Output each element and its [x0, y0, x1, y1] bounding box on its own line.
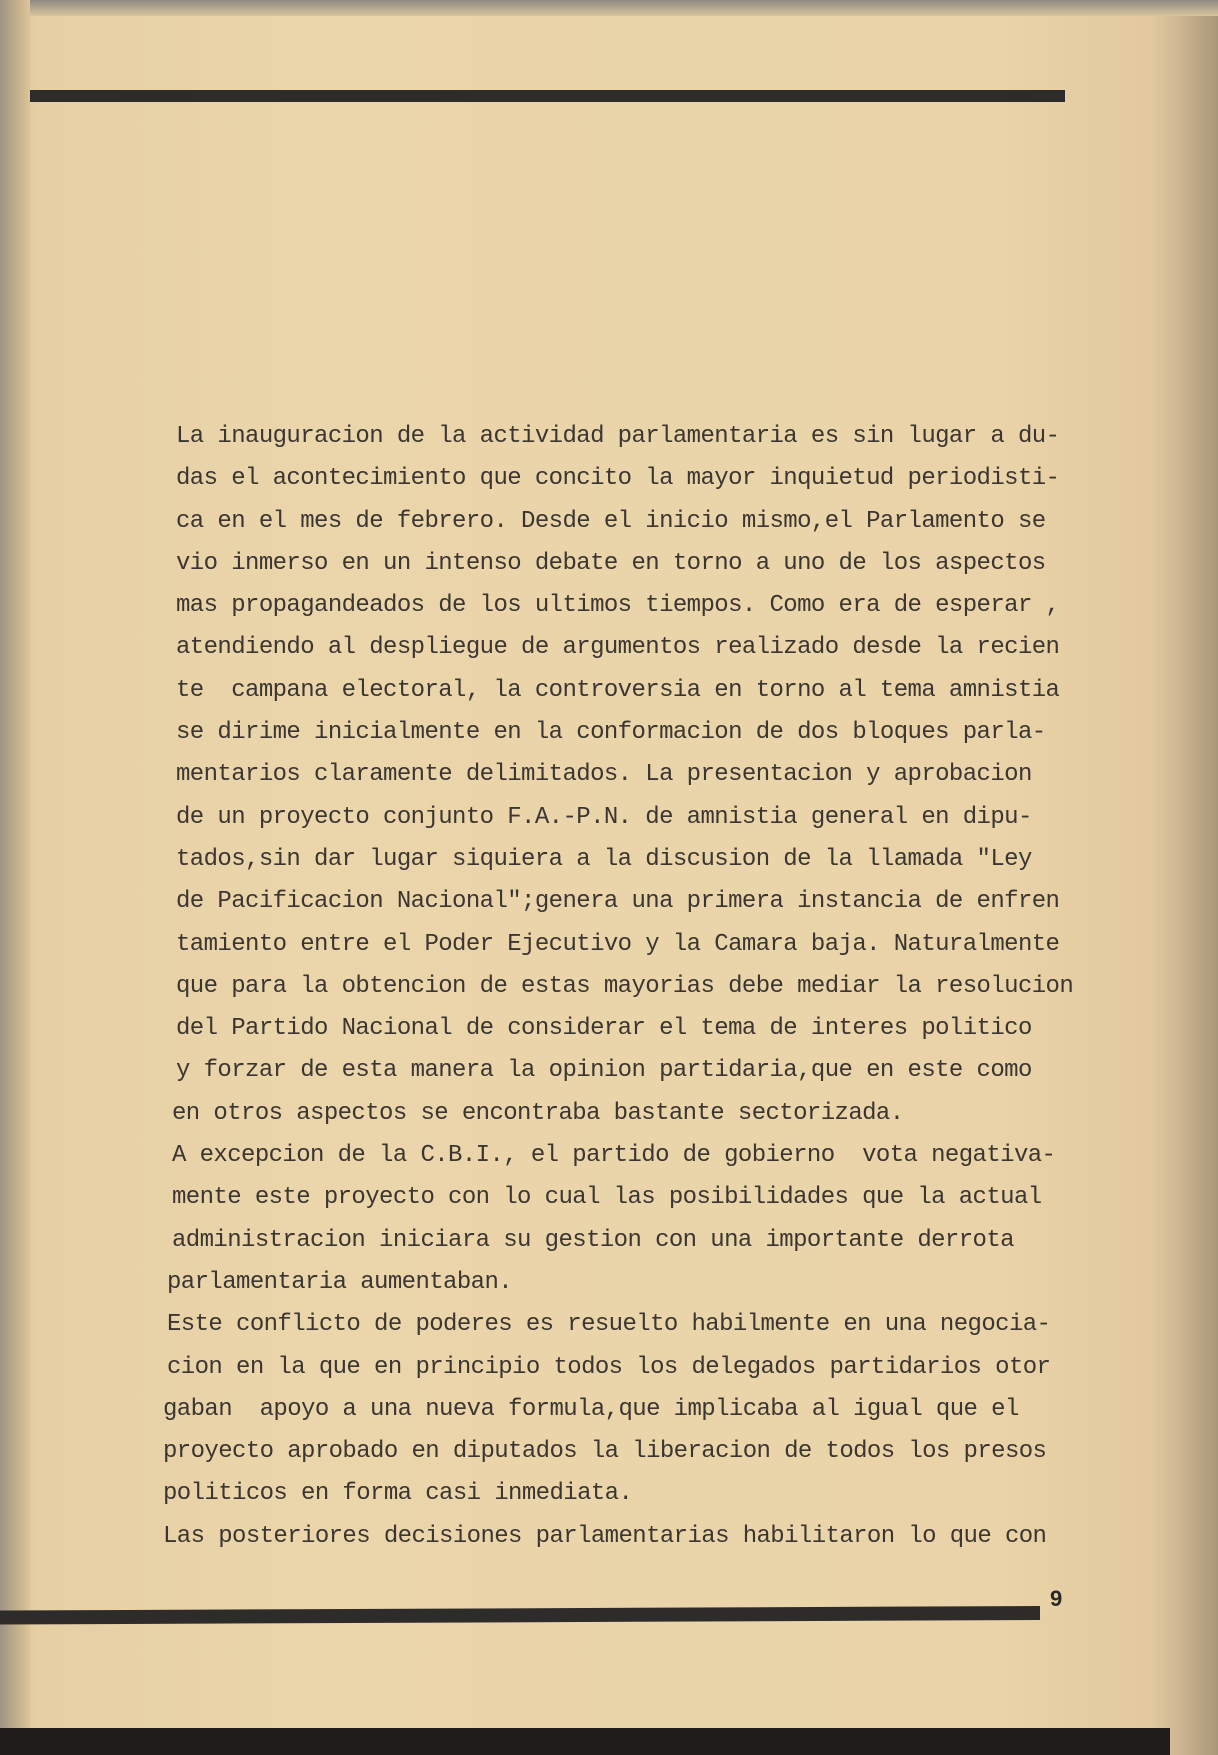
- text-line: vio inmerso en un intenso debate en torno a uno de los aspectos: [176, 549, 1046, 577]
- text-line: del Partido Nacional de considerar el tema de interes politico: [176, 1015, 1032, 1043]
- text-line: Las posteriores decisiones parlamentarias habilitaron lo que con: [163, 1522, 1047, 1550]
- text-line: de un proyecto conjunto F.A.-P.N. de amnistia general en dipu-: [176, 803, 1032, 831]
- text-line: parlamentaria aumentaban.: [167, 1268, 513, 1296]
- header-rule: [30, 90, 1065, 102]
- text-line: ca en el mes de febrero. Desde el inicio mismo,el Parlamento se: [176, 507, 1046, 535]
- text-line: mas propagandeados de los ultimos tiempos. Como era de esperar ,: [176, 592, 1060, 620]
- text-line: politicos en forma casi inmediata.: [163, 1480, 633, 1508]
- text-line: en otros aspectos se encontraba bastante sectorizada.: [172, 1099, 904, 1127]
- text-line: que para la obtencion de estas mayorias debe mediar la resolucion: [176, 972, 1074, 1000]
- text-line: Este conflicto de poderes es resuelto habilmente en una negocia-: [167, 1311, 1051, 1339]
- body-text: [163, 416, 1096, 1558]
- text-line: das el acontecimiento que concito la mayor inquietud periodisti-: [176, 465, 1060, 493]
- page-binding-edge: [0, 0, 30, 1755]
- text-line: y forzar de esta manera la opinion partidaria,que en este como: [176, 1057, 1032, 1085]
- text-line: proyecto aprobado en diputados la liberacion de todos los presos: [163, 1438, 1047, 1466]
- text-line: se dirime inicialmente en la conformacion de dos bloques parla-: [176, 719, 1046, 747]
- page-top-edge: [0, 0, 1218, 16]
- text-line: La inauguracion de la actividad parlamentaria es sin lugar a du-: [176, 423, 1060, 450]
- page-number: 9: [1050, 1586, 1063, 1611]
- footer-rule: [0, 1606, 1040, 1625]
- text-line: te campana electoral, la controversia en torno al tema amnistia: [176, 676, 1060, 704]
- text-line: tamiento entre el Poder Ejecutivo y la Camara baja. Naturalmente: [176, 930, 1060, 958]
- text-line: tados,sin dar lugar siquiera a la discusion de la llamada "Ley: [176, 845, 1032, 873]
- text-line: gaban apoyo a una nueva formula,que implicaba al igual que el: [163, 1395, 1019, 1423]
- text-line: mentarios claramente delimitados. La presentacion y aprobacion: [176, 761, 1032, 789]
- text-line: cion en la que en principio todos los delegados partidarios otor: [167, 1353, 1051, 1381]
- text-line: administracion iniciara su gestion con una importante derrota: [172, 1226, 1014, 1254]
- text-line: A excepcion de la C.B.I., el partido de gobierno vota negativa-: [172, 1142, 1056, 1170]
- scan-bottom-band: [0, 1728, 1170, 1755]
- text-line: de Pacificacion Nacional";genera una primera instancia de enfren: [176, 888, 1060, 916]
- text-line: atendiendo al despliegue de argumentos realizado desde la recien: [176, 634, 1060, 662]
- text-line: mente este proyecto con lo cual las posibilidades que la actual: [172, 1184, 1042, 1212]
